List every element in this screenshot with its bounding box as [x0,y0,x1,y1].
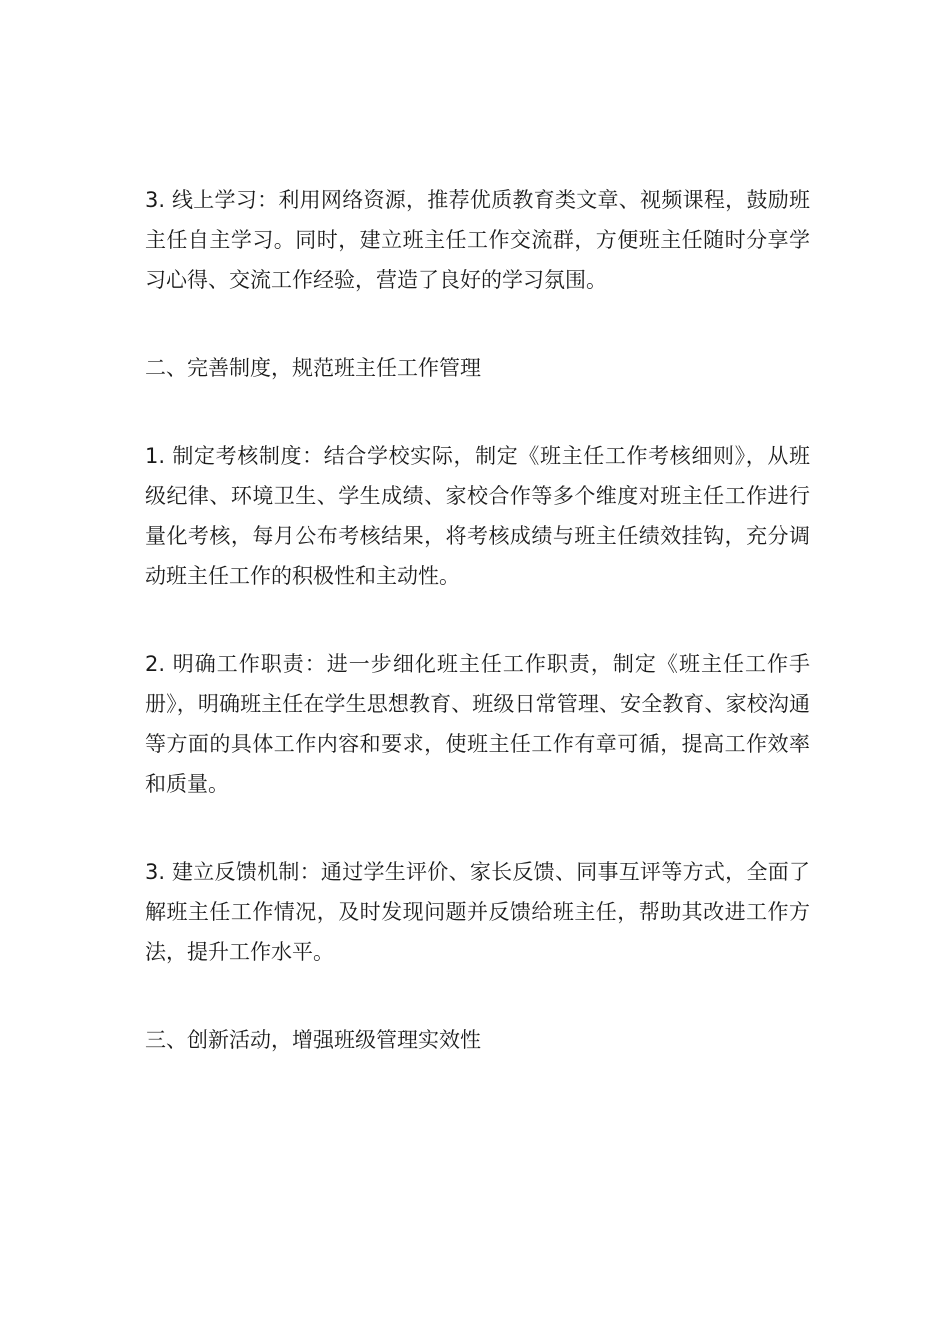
section-heading-2: 二、完善制度，规范班主任工作管理 [145,356,481,380]
document-body [145,180,810,1108]
paragraph-feedback-mechanism: 3. 建立反馈机制：通过学生评价、家长反馈、同事互评等方式，全面了解班主任工作情况，及时发现问题并反馈给班主任，帮助其改进工作方法，提升工作水平。 [145,860,810,964]
paragraph-assessment-system: 1. 制定考核制度：结合学校实际，制定《班主任工作考核细则》，从班级纪律、环境卫生、学生成绩、家校合作等多个维度对班主任工作进行量化考核，每月公布考核结果，将考核成绩与班主任绩效挂钩，充分调动班主任工作的积极性和主动性。 [145,444,810,588]
paragraph-online-learning: 3. 线上学习：利用网络资源，推荐优质教育类文章、视频课程，鼓励班主任自主学习。同时，建立班主任工作交流群，方便班主任随时分享学习心得、交流工作经验，营造了良好的学习氛围。 [145,188,810,292]
section-heading-3: 三、创新活动，增强班级管理实效性 [145,1028,481,1052]
paragraph-job-duties: 2. 明确工作职责：进一步细化班主任工作职责，制定《班主任工作手册》，明确班主任在学生思想教育、班级日常管理、安全教育、家校沟通等方面的具体工作内容和要求，使班主任工作有章可循，提高工作效率和质量。 [145,652,810,796]
